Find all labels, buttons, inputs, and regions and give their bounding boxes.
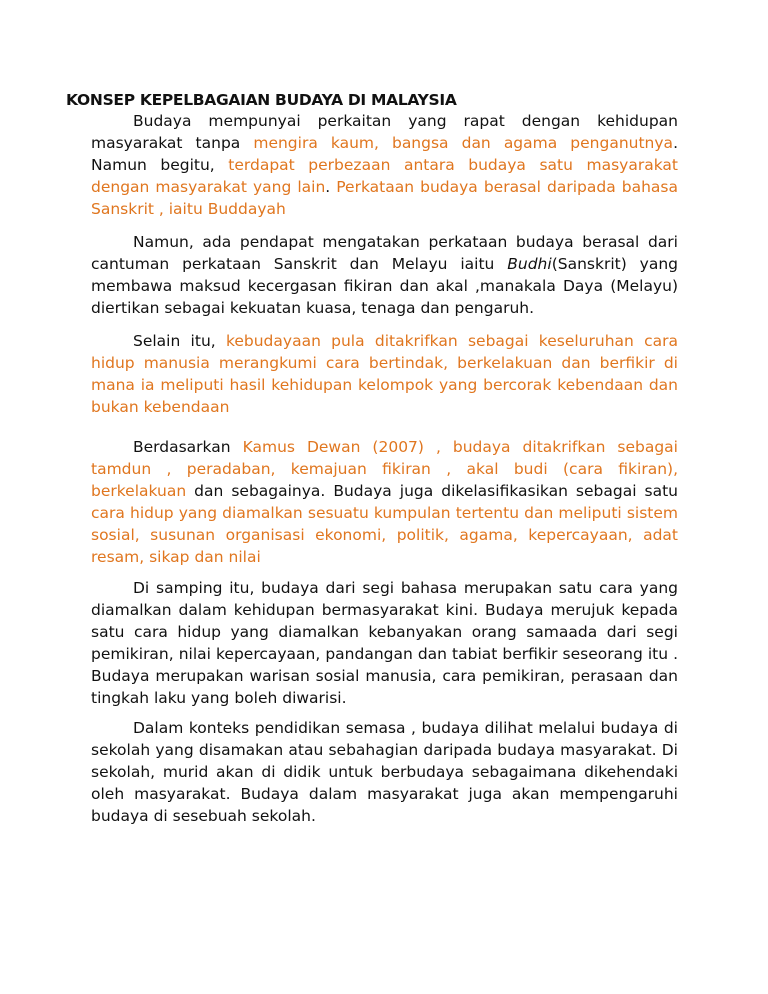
p2-italic-term: Budhi: [507, 255, 552, 273]
paragraph-2: [91, 231, 678, 319]
p5-text-1: Di samping itu, budaya dari segi bahasa merupakan satu cara yang diamalkan dalam kehidupan bermasyarakat kini. Budaya merujuk kepada satu cara hidup yang diamalkan kebanyakan orang samaada dari segi pemikiran, nilai kepercayaan, pandangan dan tabiat berfikir seseorang itu . Budaya merupakan warisan sosial manusia, cara pemikiran, perasaan dan tingkah laku yang boleh diwarisi.: [91, 579, 678, 707]
paragraph-4: [91, 436, 678, 568]
p1-text-3: .: [325, 178, 337, 196]
paragraph-1: [91, 110, 678, 220]
p6-text-1: Dalam konteks pendidikan semasa , budaya dilihat melalui budaya di sekolah yang disamakan atau sebahagian daripada budaya masyarakat. Di sekolah, murid akan di didik untuk berbudaya sebagaimana dikehendaki oleh masyarakat. Budaya dalam masyarakat juga akan mempengaruhi budaya di sesebuah sekolah.: [91, 719, 678, 825]
p2-text-1: Namun, ada pendapat mengatakan perkataan budaya berasal dari cantuman perkataan Sanskrit dan Melayu iaitu: [91, 233, 678, 273]
p1-highlight-3: Perkataan budaya berasal daripada bahasa Sanskrit , iaitu Buddayah: [91, 178, 678, 218]
p1-highlight-2: terdapat perbezaan antara budaya satu masyarakat dengan masyarakat yang lain: [91, 156, 678, 196]
p3-text-1: Selain itu,: [133, 332, 226, 350]
p1-highlight-1: mengira kaum, bangsa dan agama penganutnya: [253, 134, 674, 152]
paragraph-6: [91, 717, 678, 827]
paragraph-5: [91, 577, 678, 709]
p4-highlight-1: Kamus Dewan (2007) , budaya ditakrifkan sebagai tamdun , peradaban, kemajuan fikiran , akal budi (cara fikiran), berkelakuan: [91, 438, 678, 500]
p4-highlight-2: cara hidup yang diamalkan sesuatu kumpulan tertentu dan meliputi sistem sosial, susunan organisasi ekonomi, politik, agama, kepercayaan, adat resam, sikap dan nilai: [91, 504, 678, 566]
p2-text-2: (Sanskrit) yang membawa maksud kecergasan fikiran dan akal ,manakala Daya (Melayu) diertikan sebagai kekuatan kuasa, tenaga dan pengaruh.: [91, 255, 678, 317]
p1-text-1: Budaya mempunyai perkaitan yang rapat dengan kehidupan masyarakat tanpa: [91, 112, 678, 152]
paragraph-3: [91, 330, 678, 418]
document-title: KONSEP KEPELBAGAIAN BUDAYA DI MALAYSIA: [66, 91, 457, 109]
p3-highlight-1: kebudayaan pula ditakrifkan sebagai keseluruhan cara hidup manusia merangkumi cara bertindak, berkelakuan dan berfikir di mana ia meliputi hasil kehidupan kelompok yang bercorak kebendaan dan bukan kebendaan: [91, 332, 678, 416]
p4-text-1: Berdasarkan: [133, 438, 243, 456]
p1-text-2: . Namun begitu,: [91, 134, 678, 174]
p4-text-2: dan sebagainya. Budaya juga dikelasifikasikan sebagai satu: [186, 482, 678, 500]
